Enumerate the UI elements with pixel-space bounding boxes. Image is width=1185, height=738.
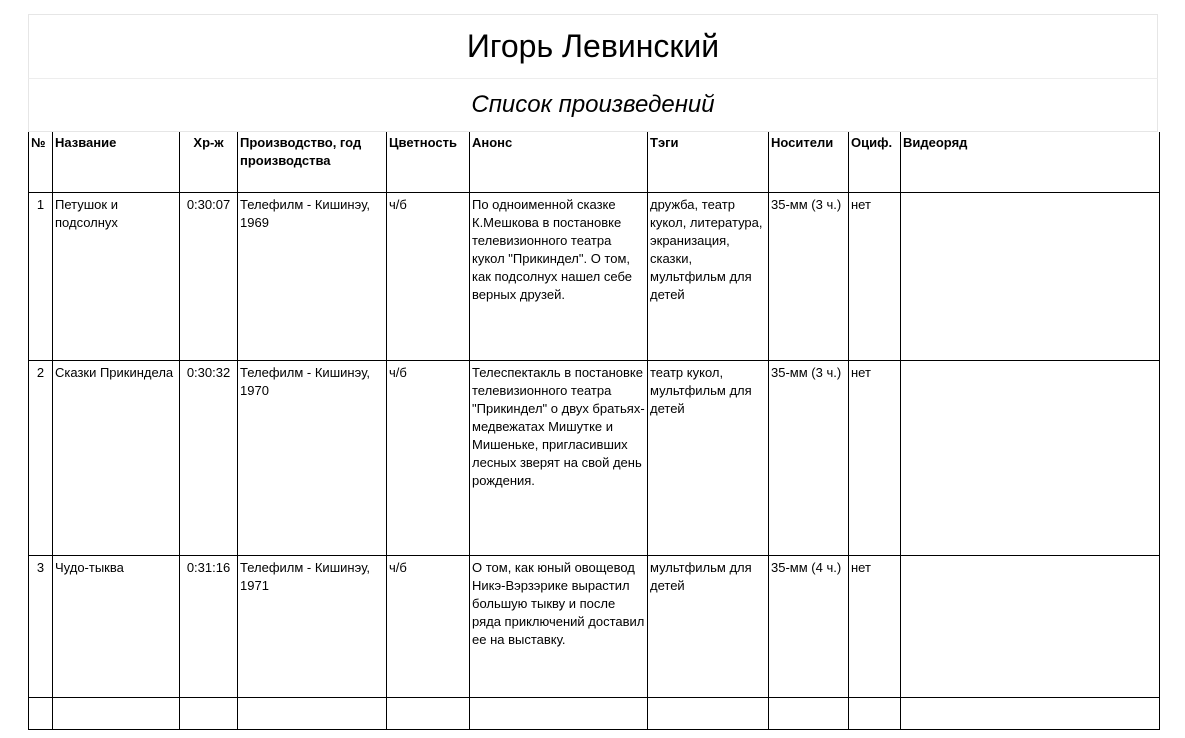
cell-color: ч/б <box>387 361 470 556</box>
cell-duration: 0:30:07 <box>180 193 238 361</box>
cell-digitized: нет <box>849 193 901 361</box>
cell-production: Телефилм - Кишинэу, 1971 <box>238 556 387 698</box>
header-media: Носители <box>769 132 849 193</box>
cell-empty <box>769 698 849 730</box>
cell-media: 35-мм (3 ч.) <box>769 361 849 556</box>
cell-name: Сказки Прикиндела <box>53 361 180 556</box>
header-tags: Тэги <box>648 132 769 193</box>
header-num: № <box>29 132 53 193</box>
header-digitized: Оциф. <box>849 132 901 193</box>
table-row <box>29 556 1160 698</box>
cell-name: Петушок и подсолнух <box>53 193 180 361</box>
cell-media: 35-мм (4 ч.) <box>769 556 849 698</box>
header-color: Цветность <box>387 132 470 193</box>
cell-annotation: О том, как юный овощевод Никэ-Вэрзэрике вырастил большую тыкву и после ряда приключений доставил ее на выставку. <box>470 556 648 698</box>
cell-empty <box>648 698 769 730</box>
header-production: Производство, год производства <box>238 132 387 193</box>
cell-duration: 0:31:16 <box>180 556 238 698</box>
cell-annotation: По одноименной сказке К.Мешкова в постановке телевизионного театра кукол "Прикиндел". О том, как подсолнух нашел себе верных друзей. <box>470 193 648 361</box>
subtitle-box <box>28 78 1158 132</box>
cell-empty <box>180 698 238 730</box>
cell-tags: театр кукол, мультфильм для детей <box>648 361 769 556</box>
page-title: Игорь Левинский <box>466 28 720 64</box>
cell-production: Телефилм - Кишинэу, 1970 <box>238 361 387 556</box>
table-row-empty <box>29 698 1160 730</box>
cell-tags: дружба, театр кукол, литература, экранизация, сказки, мультфильм для детей <box>648 193 769 361</box>
cell-video <box>901 556 1160 698</box>
cell-empty <box>901 698 1160 730</box>
cell-tags: мультфильм для детей <box>648 556 769 698</box>
header-video: Видеоряд <box>901 132 1160 193</box>
cell-color: ч/б <box>387 556 470 698</box>
cell-num: 1 <box>29 193 53 361</box>
cell-empty <box>53 698 180 730</box>
cell-production: Телефилм - Кишинэу, 1969 <box>238 193 387 361</box>
header-duration: Хр-ж <box>180 132 238 193</box>
cell-media: 35-мм (3 ч.) <box>769 193 849 361</box>
cell-color: ч/б <box>387 193 470 361</box>
page-subtitle: Список произведений <box>471 91 715 118</box>
cell-empty <box>849 698 901 730</box>
cell-digitized: нет <box>849 556 901 698</box>
cell-empty <box>238 698 387 730</box>
table-header-row <box>29 132 1160 193</box>
cell-video <box>901 361 1160 556</box>
cell-annotation: Телеспектакль в постановке телевизионного театра "Прикиндел" о двух братьях-медвежатах Мишутке и Мишеньке, пригласивших лесных зверят на свой день рождения. <box>470 361 648 556</box>
cell-empty <box>29 698 53 730</box>
cell-duration: 0:30:32 <box>180 361 238 556</box>
title-box <box>28 14 1158 78</box>
cell-digitized: нет <box>849 361 901 556</box>
cell-num: 2 <box>29 361 53 556</box>
header-name: Название <box>53 132 180 193</box>
cell-empty <box>387 698 470 730</box>
cell-name: Чудо-тыква <box>53 556 180 698</box>
table-row <box>29 361 1160 556</box>
cell-video <box>901 193 1160 361</box>
header-annotation: Анонс <box>470 132 648 193</box>
table-row <box>29 193 1160 361</box>
works-table <box>28 132 1160 730</box>
cell-num: 3 <box>29 556 53 698</box>
cell-empty <box>470 698 648 730</box>
